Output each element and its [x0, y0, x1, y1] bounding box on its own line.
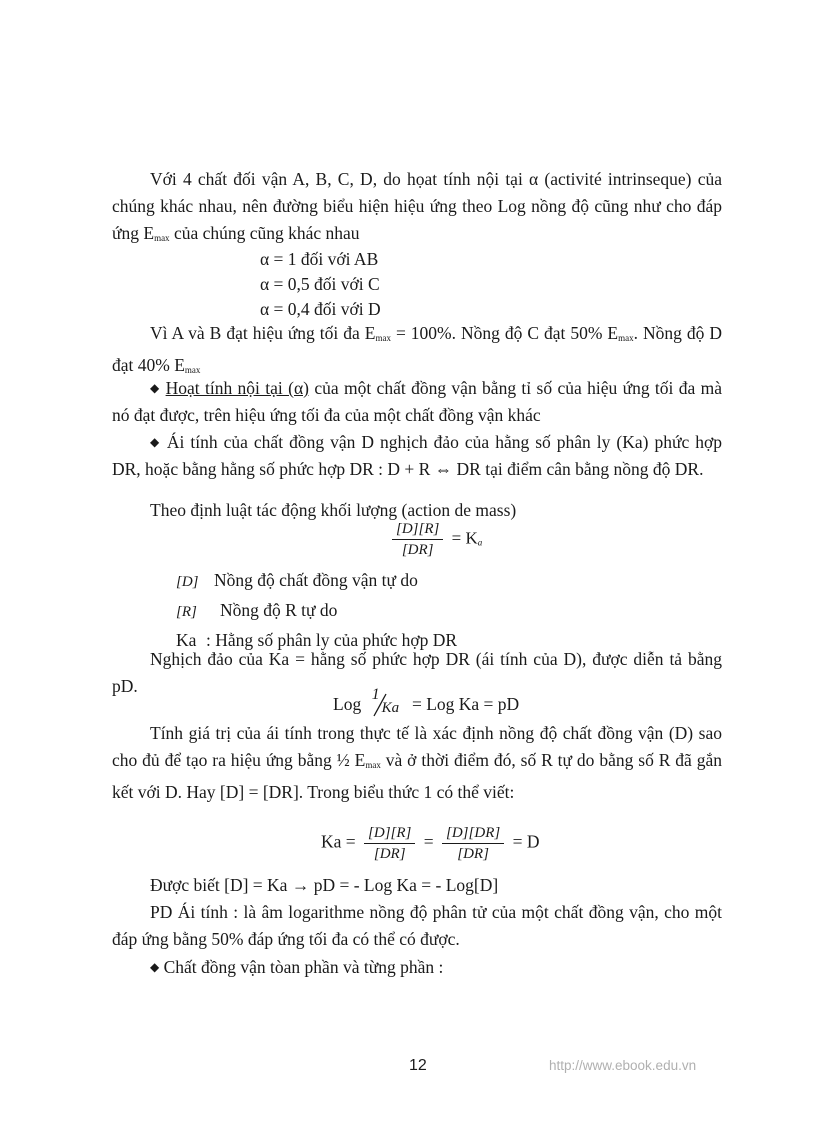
max-subscript: max — [184, 365, 201, 375]
fraction-1-numerator: [D][R] — [364, 823, 415, 844]
definition-d — [176, 566, 457, 596]
known-text: Được biết [D] = Ka → pD = - Log Ka = - Log[D] — [150, 875, 499, 895]
symbol-ka: Ka — [176, 630, 197, 650]
max-subscript: max — [618, 333, 634, 343]
definition-d-text: Nồng độ chất đồng vận tự do — [214, 570, 418, 590]
equals-sign: = — [423, 831, 434, 852]
alpha-line-3: α = 0,4 đối với D — [260, 299, 381, 319]
ka-subscript: a — [477, 537, 483, 548]
affinity-value-text-b: và ở thời điểm đó, số R tự do bằng số R đã gắn kết với D. Hay [D] = [DR]. Trong biểu thức 1 có thể viết: — [112, 750, 722, 802]
symbol-d: [D] — [176, 574, 199, 590]
fraction-2-denominator: [DR] — [457, 846, 489, 862]
slash-fraction-den: Ka — [381, 700, 400, 716]
intro-text-end: của chúng cũng khác nhau — [169, 223, 360, 243]
equation-ka — [321, 823, 539, 864]
ka-rhs: = D — [512, 831, 540, 852]
definition-ka-text: : Hằng số phân ly của phức hợp DR — [206, 630, 458, 650]
full-partial-agonist-text: Chất đồng vận tòan phần và từng phần : — [163, 957, 444, 977]
log-rhs: = Log Ka = pD — [411, 694, 520, 714]
definitions-list — [176, 566, 457, 654]
intrinsic-activity-definition: của một chất đồng vận bằng tỉ số của hiệu ứng tối đa mà nó đạt được, trên hiệu ứng tối đa của một chất đồng vận khác — [112, 378, 723, 425]
equation-rhs: = K — [451, 528, 478, 548]
alpha-line-2: α = 0,5 đối với C — [260, 274, 380, 294]
page-number: 12 — [409, 1057, 427, 1074]
emax-text-c: . Nồng độ D đạt 40% E — [112, 323, 723, 375]
intro-text: Với 4 chất đối vận A, B, C, D, do họat tính nội tại α (activité intrinseque) của chúng khác nhau, nên đường biểu hiện hiệu ứng theo Log nồng độ cũng như cho đáp ứng E — [112, 169, 722, 243]
ka-left: Ka = — [321, 831, 356, 852]
bullet-full-partial-agonist — [112, 954, 722, 981]
inverse-ka-text: Nghịch đảo của Ka = hằng số phức hợp DR (ái tính của D), được diễn tả bằng pD. — [112, 649, 722, 696]
max-subscript: max — [365, 760, 381, 770]
fraction-denominator: [DR] — [401, 542, 434, 558]
intrinsic-activity-term: Hoạt tính nội tại (α) — [165, 378, 309, 398]
max-subscript: max — [375, 333, 391, 343]
fraction-dr — [392, 519, 443, 560]
slash-fraction-num: 1 — [371, 686, 380, 703]
symbol-r: [R] — [176, 604, 197, 620]
pd-text: PD Ái tính : là âm logarithme nồng độ phân tử của một chất đồng vận, cho một đáp ứng bằng 50% đáp ứng tối đa có thể có được. — [112, 902, 722, 949]
fraction-2-numerator: [D][DR] — [442, 823, 504, 844]
max-subscript: max — [154, 233, 170, 243]
slash-fraction — [366, 686, 408, 718]
emax-text-b: = 100%. Nồng độ C đạt 50% E — [390, 323, 619, 343]
definition-r-text: Nồng độ R tự do — [220, 600, 338, 620]
affinity-value-text-a: Tính giá trị của ái tính trong thực tế là xác định nồng độ chất đồng vận (D) sao cho đủ để tạo ra hiệu ứng bằng ½ E — [112, 723, 722, 770]
fraction-dr-1 — [364, 823, 415, 864]
affinity-definition: Ái tính của chất đồng vận D nghịch đảo của hằng số phân ly (Ka) phức hợp DR, hoặc bằng hằng số phức hợp DR : D + R ⇔ DR tại điểm cân bằng nồng độ DR. — [112, 432, 723, 479]
emax-text-a: Vì A và B đạt hiệu ứng tối đa E — [150, 323, 376, 343]
equation-log — [333, 686, 520, 718]
log-label: Log — [333, 694, 362, 714]
diamond-bullet-icon: ◆ — [150, 381, 161, 395]
equation-mass-action — [388, 519, 482, 560]
paragraph-intro — [112, 166, 722, 252]
bullet-affinity — [112, 429, 722, 483]
fraction-1-denominator: [DR] — [373, 846, 406, 862]
definition-r — [176, 596, 457, 626]
diamond-bullet-icon: ◆ — [150, 960, 160, 974]
known-line — [112, 872, 722, 899]
website-url[interactable]: http://www.ebook.edu.vn — [549, 1058, 697, 1073]
paragraph-pd — [112, 899, 722, 953]
bullet-intrinsic-activity — [112, 375, 722, 429]
alpha-list — [260, 247, 381, 322]
paragraph-affinity-value — [112, 720, 722, 806]
fraction-dr-2 — [442, 823, 504, 864]
law-intro-text: Theo định luật tác động khối lượng (action de mass) — [150, 500, 517, 520]
fraction-numerator: [D][R] — [392, 519, 443, 540]
diamond-bullet-icon: ◆ — [150, 435, 161, 449]
alpha-line-1: α = 1 đối với AB — [260, 249, 379, 269]
